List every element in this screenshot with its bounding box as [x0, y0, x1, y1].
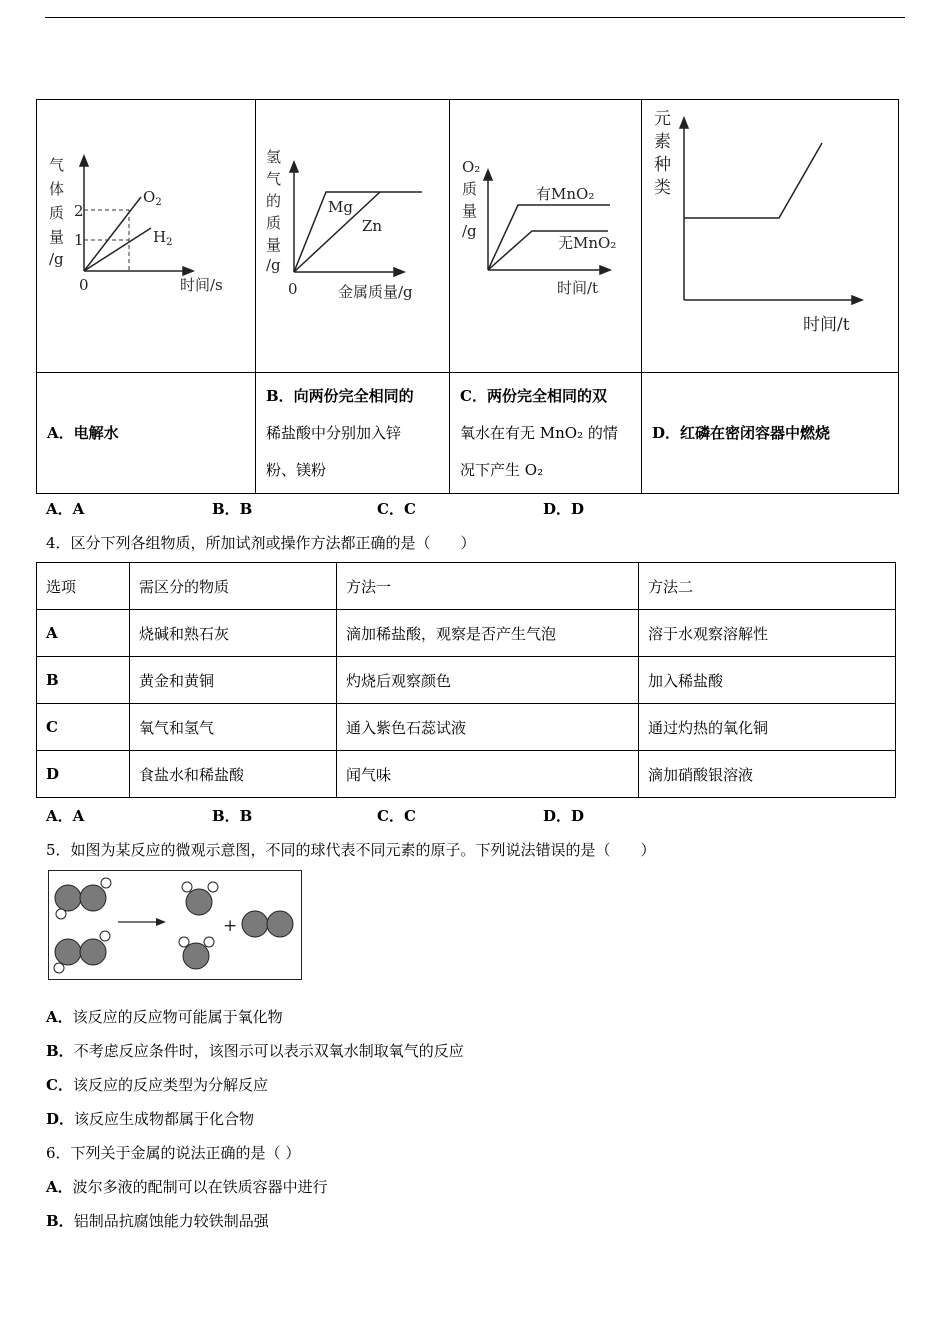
- chart-d-ylabel-2: 种: [654, 155, 671, 175]
- table-cell: 氧气和氢气: [130, 704, 337, 751]
- atom-large: [55, 939, 81, 965]
- atom-large: [242, 911, 268, 937]
- chart-c-cell: [450, 100, 642, 373]
- table-cell: 溶于水观察溶解性: [639, 610, 896, 657]
- chart-b-series-mg: Mg: [328, 198, 353, 216]
- table-row: [37, 610, 896, 657]
- table-cell: 食盐水和稀盐酸: [130, 751, 337, 798]
- table-header-cell: 方法二: [639, 563, 896, 610]
- chart-b-origin: 0: [288, 280, 298, 298]
- chart-d: [642, 100, 898, 372]
- atom-large: [183, 943, 209, 969]
- chart-a-tick-1: 1: [74, 231, 84, 249]
- chart-a-ylabel-4: /g: [49, 250, 64, 268]
- q5-option-d[interactable]: D．该反应生成物都属于化合物: [46, 1110, 255, 1128]
- q6-option-a[interactable]: A．波尔多液的配制可以在铁质容器中进行: [46, 1178, 328, 1196]
- option-d-text: D．红磷在密闭容器中燃烧: [652, 423, 831, 442]
- option-b: [256, 373, 450, 494]
- chart-b-cell: [256, 100, 450, 373]
- chart-d-cell: [642, 100, 899, 373]
- q4-choice-d[interactable]: D．D: [543, 807, 585, 825]
- q4-stem: 4．区分下列各组物质，所加试剂或操作方法都正确的是（ ）: [46, 534, 476, 552]
- atom-small: [182, 882, 192, 892]
- q4-choice-c[interactable]: C．C: [377, 807, 416, 825]
- chart-b-ylabel-5: /g: [266, 256, 281, 274]
- option-a: [37, 373, 256, 494]
- chart-c-ylabel-0: O₂: [462, 158, 481, 176]
- option-d: [642, 373, 899, 494]
- q5-option-a[interactable]: A．该反应的反应物可能属于氧化物: [46, 1008, 283, 1026]
- table-row: [37, 704, 896, 751]
- chart-c-ylabel-1: 质: [462, 180, 478, 198]
- chart-a-origin: 0: [79, 276, 89, 294]
- table-header-row: [37, 563, 896, 610]
- table-header-cell: 方法一: [337, 563, 639, 610]
- q4-table: [36, 562, 896, 798]
- q6-stem: 6．下列关于金属的说法正确的是（ ）: [46, 1144, 301, 1162]
- chart-c-series-with: 有MnO₂: [536, 185, 595, 203]
- table-row: [37, 657, 896, 704]
- option-c: [450, 373, 642, 494]
- atom-large: [80, 939, 106, 965]
- header-rule: [45, 17, 905, 18]
- table-cell: C: [37, 704, 130, 751]
- q3-choice-c[interactable]: C．C: [377, 500, 416, 518]
- atom-small: [179, 937, 189, 947]
- chart-a-ylabel-2: 质: [49, 204, 65, 222]
- atom-large: [186, 889, 212, 915]
- chart-d-ylabel-0: 元: [654, 109, 671, 129]
- option-b-line-3: 粉、镁粉: [266, 460, 327, 479]
- chart-a: [37, 100, 255, 372]
- chart-d-ylabel-1: 素: [654, 132, 671, 152]
- chart-a-series-o2: $O_2$: [143, 188, 162, 208]
- chart-a-ylabel-1: 体: [49, 180, 65, 198]
- option-b-line-1: B．向两份完全相同的: [266, 386, 414, 405]
- atom-small: [204, 937, 214, 947]
- table-cell: B: [37, 657, 130, 704]
- chart-a-series-h2: $H_2$: [153, 228, 173, 248]
- chart-c-xlabel: 时间/t: [557, 279, 599, 297]
- table-cell: 加入稀盐酸: [639, 657, 896, 704]
- chart-b-ylabel-1: 气: [266, 170, 282, 188]
- atom-small: [54, 963, 64, 973]
- q5-stem: 5．如图为某反应的微观示意图，不同的球代表不同元素的原子。下列说法错误的是（ ）: [46, 841, 656, 859]
- chart-a-ylabel-0: 气: [49, 156, 65, 174]
- atom-small: [101, 878, 111, 888]
- chart-b-ylabel-0: 氢: [266, 148, 282, 166]
- table-cell: 黄金和黄铜: [130, 657, 337, 704]
- option-c-line-3: 况下产生 O₂: [460, 460, 544, 479]
- chart-a-cell: [37, 100, 256, 373]
- chart-b-xlabel: 金属质量/g: [338, 283, 413, 301]
- table-cell: 通入紫色石蕊试液: [337, 704, 639, 751]
- table-cell: 灼烧后观察颜色: [337, 657, 639, 704]
- option-b-line-2: 稀盐酸中分别加入锌: [266, 423, 402, 442]
- atom-small: [56, 909, 66, 919]
- q5-option-b[interactable]: B．不考虑反应条件时，该图示可以表示双氧水制取氧气的反应: [46, 1042, 464, 1060]
- chart-a-tick-2: 2: [74, 202, 84, 220]
- chart-b-ylabel-2: 的: [266, 192, 282, 210]
- table-cell: 烧碱和熟石灰: [130, 610, 337, 657]
- chart-b: [256, 100, 449, 372]
- chart-c-ylabel-2: 量: [462, 202, 478, 220]
- plus-sign: +: [223, 916, 238, 936]
- chart-d-ylabel-3: 类: [654, 178, 671, 198]
- chart-b-series-zn: Zn: [362, 217, 383, 235]
- table-cell: 通过灼热的氧化铜: [639, 704, 896, 751]
- chart-b-ylabel-3: 质: [266, 214, 282, 232]
- chart-b-ylabel-4: 量: [266, 236, 282, 254]
- chart-b-line-mg: [294, 192, 422, 272]
- chart-a-xlabel: 时间/s: [180, 276, 223, 294]
- q3-options-table: [36, 99, 899, 494]
- atom-small: [100, 931, 110, 941]
- chart-a-line-h2: [84, 228, 151, 271]
- q3-choice-a[interactable]: A．A: [46, 500, 85, 518]
- atom-large: [80, 885, 106, 911]
- option-a-text: A．电解水: [47, 423, 119, 442]
- chart-d-line: [684, 143, 822, 218]
- q5-option-c[interactable]: C．该反应的反应类型为分解反应: [46, 1076, 268, 1094]
- q6-option-b[interactable]: B．铝制品抗腐蚀能力较铁制品强: [46, 1212, 269, 1230]
- chart-c: [450, 100, 641, 372]
- q3-choice-d[interactable]: D．D: [543, 500, 585, 518]
- chart-c-ylabel-3: /g: [462, 222, 477, 240]
- table-cell: D: [37, 751, 130, 798]
- table-header-cell: 选项: [37, 563, 130, 610]
- table-header-cell: 需区分的物质: [130, 563, 337, 610]
- q4-choice-a[interactable]: A．A: [46, 807, 85, 825]
- atom-large: [55, 885, 81, 911]
- chart-a-line-o2: [84, 197, 141, 271]
- chart-c-series-without: 无MnO₂: [558, 234, 617, 252]
- chart-a-ylabel-3: 量: [49, 228, 65, 246]
- table-cell: 滴加硝酸银溶液: [639, 751, 896, 798]
- chart-d-xlabel: 时间/t: [803, 315, 850, 335]
- q4-choice-b[interactable]: B．B: [212, 807, 253, 825]
- table-cell: 滴加稀盐酸，观察是否产生气泡: [337, 610, 639, 657]
- atom-small: [208, 882, 218, 892]
- option-c-line-2: 氧水在有无 MnO₂ 的情: [460, 423, 618, 442]
- molecule-reaction-diagram: [48, 870, 304, 982]
- atom-large: [267, 911, 293, 937]
- q3-choice-b[interactable]: B．B: [212, 500, 253, 518]
- table-row: [37, 751, 896, 798]
- option-c-line-1: C．两份完全相同的双: [460, 386, 607, 405]
- table-cell: A: [37, 610, 130, 657]
- table-cell: 闻气味: [337, 751, 639, 798]
